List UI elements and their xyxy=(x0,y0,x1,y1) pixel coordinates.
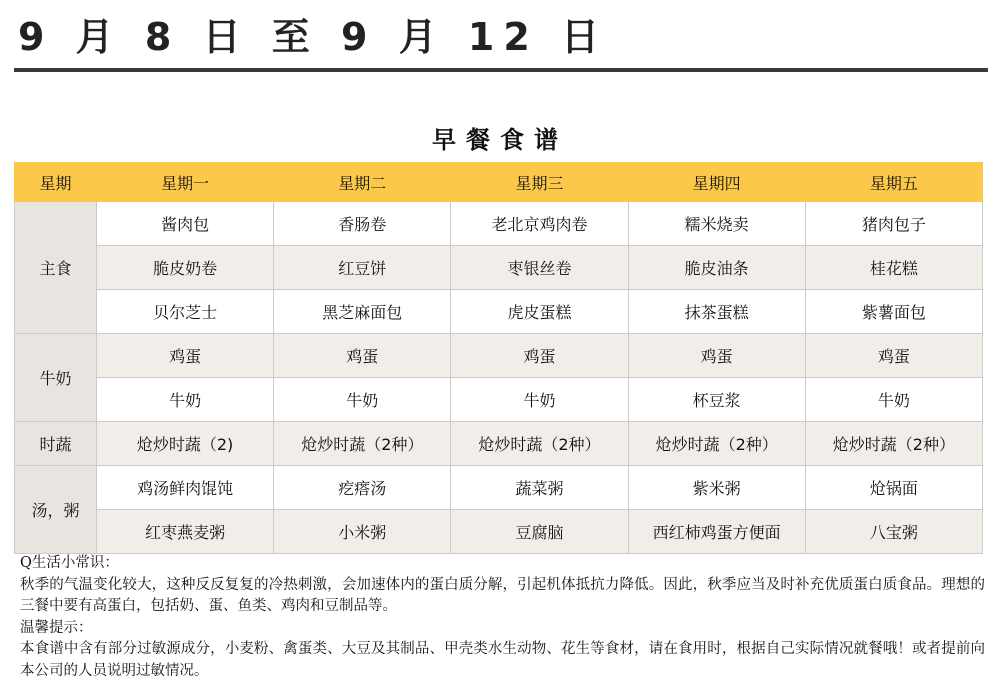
menu-cell: 小米粥 xyxy=(274,510,451,554)
warning-body: 本食谱中含有部分过敏源成分，小麦粉、禽蛋类、大豆及其制品、甲壳类水生动物、花生等食材，请在食用时，根据自己实际情况就餐哦！或者提前向本公司的人员说明过敏情况。 xyxy=(20,641,985,679)
menu-cell: 老北京鸡肉卷 xyxy=(451,202,628,246)
menu-cell: 抹茶蛋糕 xyxy=(628,290,805,334)
table-header-row xyxy=(15,163,983,202)
menu-cell: 虎皮蛋糕 xyxy=(451,290,628,334)
table-row xyxy=(15,290,983,334)
header-cell-thursday: 星期四 xyxy=(628,163,805,202)
date-range-heading: 9 月 8 日 至 9 月 12 日 xyxy=(18,15,609,59)
menu-cell: 炝炒时蔬（2) xyxy=(97,422,274,466)
breakfast-menu-table xyxy=(14,162,983,554)
menu-cell: 鸡蛋 xyxy=(451,334,628,378)
category-cell: 汤，粥 xyxy=(15,466,97,554)
header-cell-monday: 星期一 xyxy=(97,163,274,202)
menu-cell: 牛奶 xyxy=(451,378,628,422)
menu-cell: 糯米烧卖 xyxy=(628,202,805,246)
menu-cell: 炝锅面 xyxy=(805,466,982,510)
header-cell-weekday: 星期 xyxy=(15,163,97,202)
menu-cell: 黑芝麻面包 xyxy=(274,290,451,334)
menu-cell: 炝炒时蔬（2种） xyxy=(628,422,805,466)
warning-title: 温馨提示： xyxy=(20,619,93,636)
menu-cell: 鸡汤鲜肉馄饨 xyxy=(97,466,274,510)
menu-title: 早餐食谱 xyxy=(432,125,568,154)
menu-cell: 紫薯面包 xyxy=(805,290,982,334)
menu-cell: 桂花糕 xyxy=(805,246,982,290)
tip-title: Q生活小常识： xyxy=(20,555,119,571)
menu-cell: 枣银丝卷 xyxy=(451,246,628,290)
menu-cell: 鸡蛋 xyxy=(97,334,274,378)
table-row xyxy=(15,202,983,246)
category-cell: 主食 xyxy=(15,202,97,334)
table-row xyxy=(15,378,983,422)
table-row xyxy=(15,246,983,290)
menu-cell: 红豆饼 xyxy=(274,246,451,290)
table-row xyxy=(15,422,983,466)
menu-cell: 鸡蛋 xyxy=(805,334,982,378)
header-cell-wednesday: 星期三 xyxy=(451,163,628,202)
menu-cell: 鸡蛋 xyxy=(274,334,451,378)
menu-cell: 豆腐脑 xyxy=(451,510,628,554)
table-row xyxy=(15,466,983,510)
menu-cell: 香肠卷 xyxy=(274,202,451,246)
menu-cell: 猪肉包子 xyxy=(805,202,982,246)
menu-cell: 西红柿鸡蛋方便面 xyxy=(628,510,805,554)
menu-cell: 红枣燕麦粥 xyxy=(97,510,274,554)
header-cell-tuesday: 星期二 xyxy=(274,163,451,202)
menu-cell: 牛奶 xyxy=(805,378,982,422)
menu-cell: 疙瘩汤 xyxy=(274,466,451,510)
table-row xyxy=(15,334,983,378)
table-row xyxy=(15,510,983,554)
tip-body: 秋季的气温变化较大，这种反反复复的冷热刺激，会加速体内的蛋白质分解，引起机体抵抗力降低。因此，秋季应当及时补充优质蛋白质食品。理想的三餐中要有高蛋白，包括奶、蛋、鱼类、鸡肉和豆制品等。 xyxy=(20,576,985,614)
category-cell: 牛奶 xyxy=(15,334,97,422)
menu-cell: 牛奶 xyxy=(274,378,451,422)
heading-divider xyxy=(14,68,988,72)
menu-cell: 蔬菜粥 xyxy=(451,466,628,510)
menu-cell: 酱肉包 xyxy=(97,202,274,246)
menu-cell: 脆皮油条 xyxy=(628,246,805,290)
menu-cell: 炝炒时蔬（2种） xyxy=(805,422,982,466)
category-cell: 时蔬 xyxy=(15,422,97,466)
menu-cell: 脆皮奶卷 xyxy=(97,246,274,290)
menu-cell: 紫米粥 xyxy=(628,466,805,510)
notes-section xyxy=(20,553,985,682)
menu-cell: 炝炒时蔬（2种） xyxy=(451,422,628,466)
header-cell-friday: 星期五 xyxy=(805,163,982,202)
menu-cell: 八宝粥 xyxy=(805,510,982,554)
menu-cell: 杯豆浆 xyxy=(628,378,805,422)
menu-cell: 牛奶 xyxy=(97,378,274,422)
menu-cell: 鸡蛋 xyxy=(628,334,805,378)
menu-cell: 炝炒时蔬（2种） xyxy=(274,422,451,466)
menu-cell: 贝尔芝士 xyxy=(97,290,274,334)
